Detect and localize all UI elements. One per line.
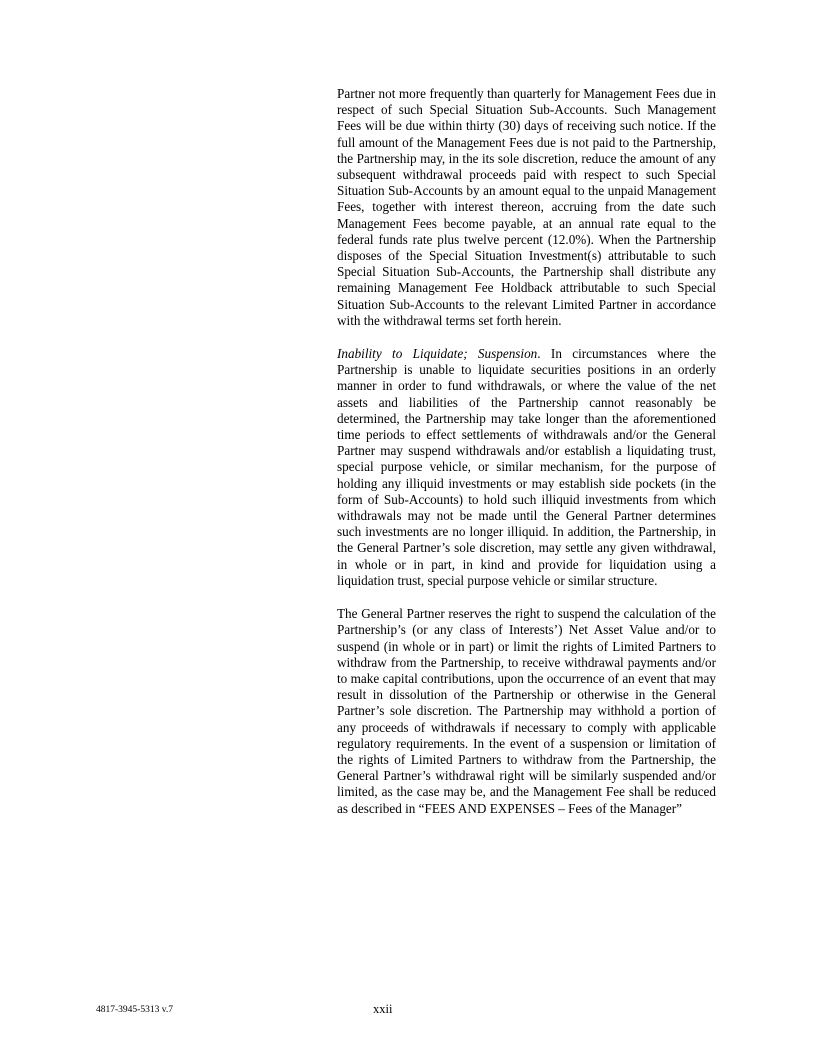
section-heading-inability-to-liquidate: Inability to Liquidate; Suspension xyxy=(337,346,538,362)
document-id-footer: 4817-3945-5313 v.7 xyxy=(96,1005,173,1015)
paragraph-management-fee-holdback: Partner not more frequently than quarterly for Management Fees due in respect of such Special Situation Sub-Accounts. Such Management Fees will be due within thirty (30) days of receiving such notice. If the full amount of the Management Fees due is not paid to the Partnership, the Partnership may, in the its sole discretion, reduce the amount of any subsequent withdrawal proceeds paid with respect to such Special Situation Sub-Accounts by an amount equal to the unpaid Management Fees, together with interest thereon, accruing from the date such Management Fees become payable, at an annual rate equal to the federal funds rate plus twelve percent (12.0%). When the Partnership disposes of the Special Situation Investment(s) attributable to such Special Situation Sub-Accounts, the Partnership shall distribute any remaining Management Fee Holdback attributable to such Special Situation Sub-Accounts to the relevant Limited Partner in accordance with the withdrawal terms set forth herein. xyxy=(337,86,716,328)
paragraph-inability-to-liquidate-text: . In circumstances where the Partnership is unable to liquidate securities positions in an orderly manner in order to fund withdrawals, or where the value of the net assets and liabilities of the Partnership cannot reasonably be determined, the Partnership may take longer than the aforementioned time periods to effect settlements of withdrawals and/or the General Partner may suspend withdrawals and/or establish a liquidating trust, special purpose vehicle, or similar mechanism, for the purpose of holding any illiquid investments or may establish side pockets (in the form of Sub-Accounts) to hold such illiquid investments from which withdrawals may not be made until the General Partner determines such investments are no longer illiquid. In addition, the Partnership, in the General Partner’s sole discretion, may settle any given withdrawal, in whole or in part, in kind and provide for liquidation using a liquidation trust, special purpose vehicle or similar structure. xyxy=(337,346,716,588)
body-text-column xyxy=(337,86,716,817)
page-number: xxii xyxy=(373,1002,393,1016)
paragraph-inability-to-liquidate xyxy=(337,346,716,589)
paragraph-suspension-rights: The General Partner reserves the right to suspend the calculation of the Partnership’s (or any class of Interests’) Net Asset Value and/or to suspend (in whole or in part) or limit the rights of Limited Partners to withdraw from the Partnership, to receive withdrawal payments and/or to make capital contributions, upon the occurrence of an event that may result in dissolution of the Partnership or otherwise in the General Partner’s sole discretion. The Partnership may withhold a portion of any proceeds of withdrawals if necessary to comply with applicable regulatory requirements. In the event of a suspension or limitation of the rights of Limited Partners to withdraw from the Partnership, the General Partner’s withdrawal right will be similarly suspended and/or limited, as the case may be, and the Management Fee shall be reduced as described in “FEES AND EXPENSES – Fees of the Manager” xyxy=(337,606,716,816)
